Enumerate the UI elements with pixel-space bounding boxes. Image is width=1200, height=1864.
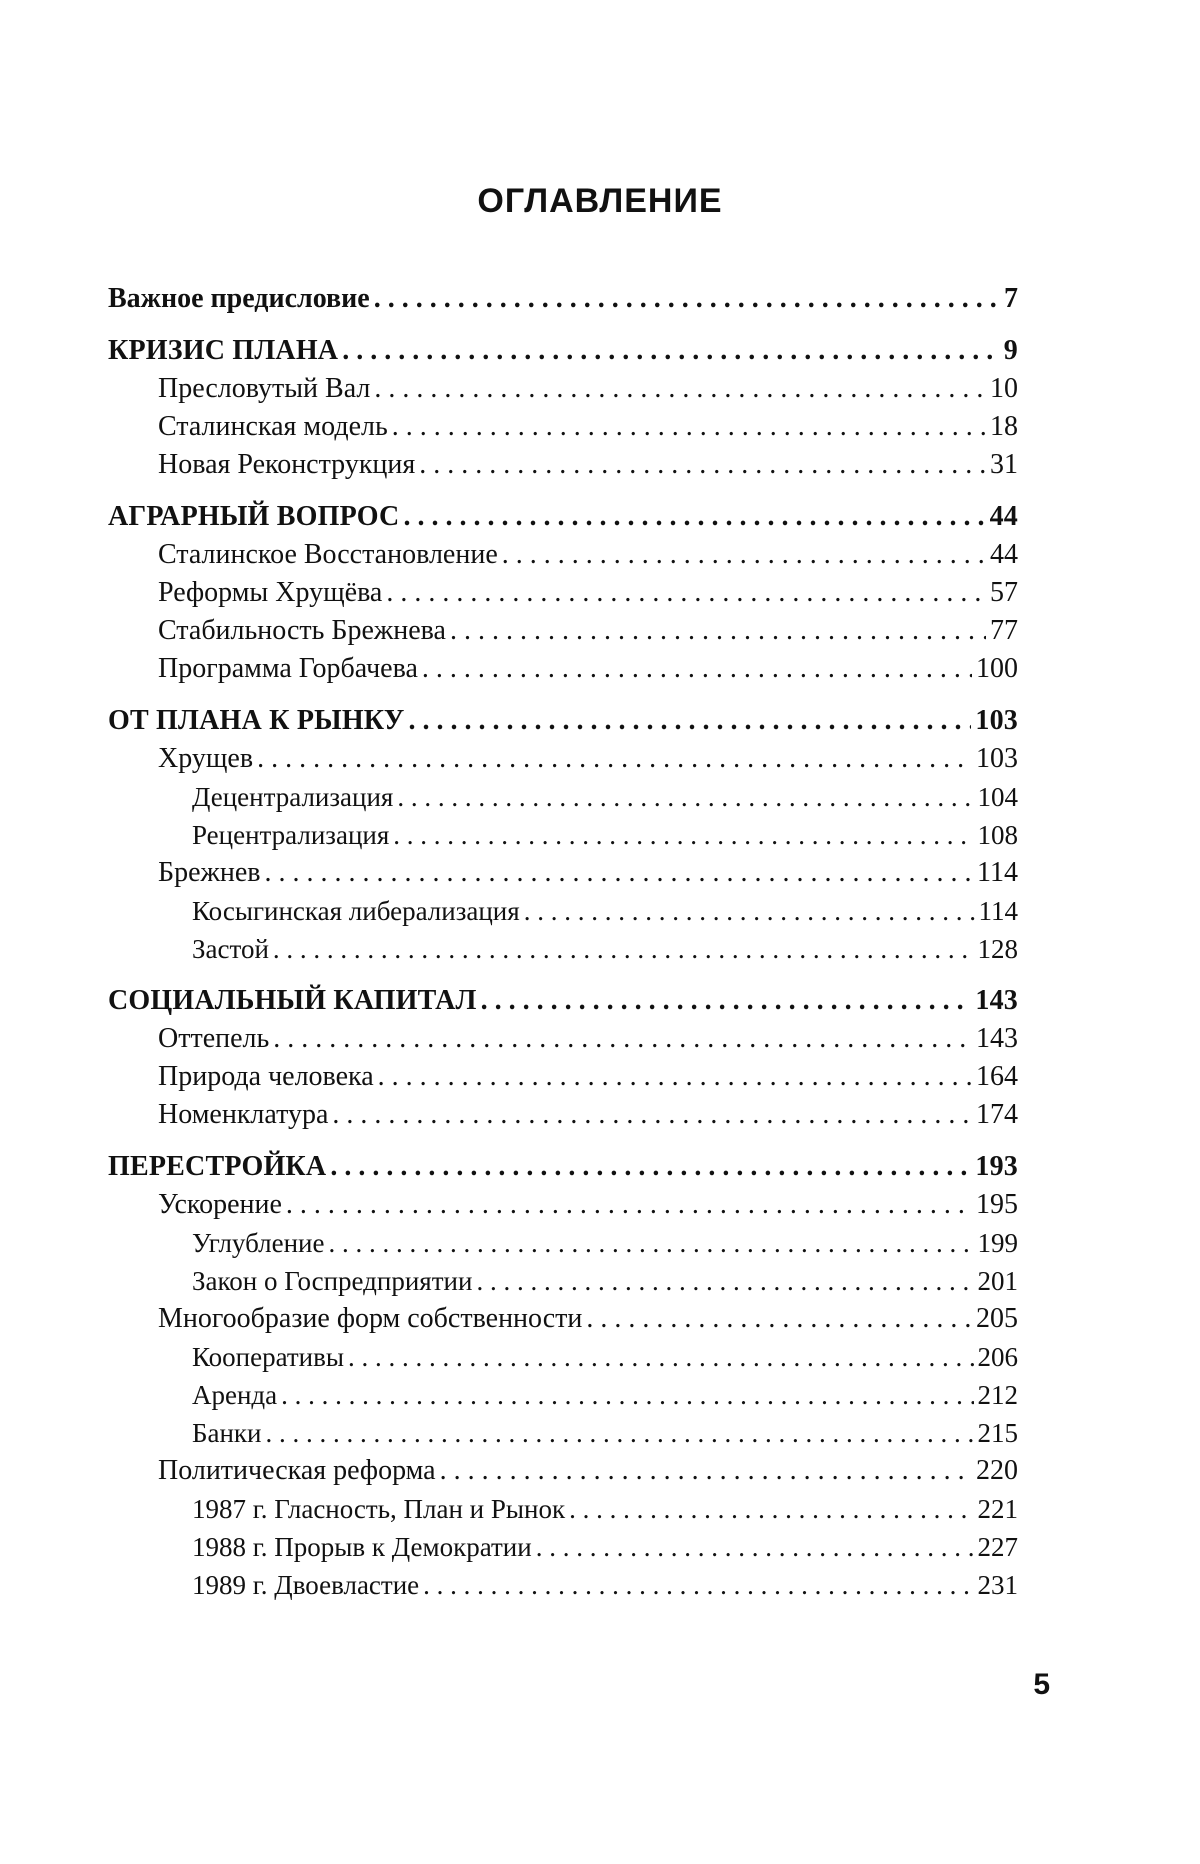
toc-chapter-entry[interactable]: [108, 574, 1018, 612]
section-gap: [108, 968, 1018, 982]
toc-leader-dots: [450, 612, 986, 650]
toc-entry-page: 128: [977, 934, 1018, 964]
toc-subchapter-entry[interactable]: [108, 1338, 1018, 1376]
toc-section-entry[interactable]: [108, 702, 1018, 740]
toc-leader-dots: [419, 446, 986, 484]
toc-section-entry[interactable]: [108, 1148, 1018, 1186]
toc-leader-dots: [502, 536, 986, 574]
toc-entry-page: 108: [977, 820, 1018, 850]
toc-entry-label: Децентрализация: [192, 782, 394, 812]
toc-leader-dots: [264, 854, 973, 892]
toc-leader-dots: [374, 280, 1000, 318]
toc-entry-label: 1989 г. Двоевластие: [192, 1570, 420, 1600]
toc-entry-page: 114: [977, 857, 1018, 888]
toc-entry-page: 195: [976, 1189, 1018, 1220]
toc-entry-label: 1988 г. Прорыв к Демократии: [192, 1532, 532, 1562]
toc-leader-dots: [422, 650, 972, 688]
toc-entry-label: Сталинская модель: [158, 411, 388, 442]
toc-leader-dots: [257, 740, 972, 778]
toc-entry-label: Пресловутый Вал: [158, 373, 371, 404]
toc-subchapter-entry[interactable]: [108, 816, 1018, 854]
toc-leader-dots: [378, 1058, 972, 1096]
toc-entry-page: 10: [990, 373, 1018, 404]
toc-subchapter-entry[interactable]: [108, 1224, 1018, 1262]
toc-leader-dots: [266, 1414, 974, 1452]
toc-entry-label: Косыгинская либерализация: [192, 896, 520, 926]
toc-entry-label: Новая Реконструкция: [158, 449, 416, 480]
toc-entry-page: 77: [990, 615, 1018, 646]
toc-entry-label: Сталинское Восстановление: [158, 539, 498, 570]
toc-entry-label: 1987 г. Гласность, План и Рынок: [192, 1494, 566, 1524]
page-number: 5: [1033, 1668, 1050, 1701]
toc-entry-label: Важное предисловие: [108, 283, 370, 314]
toc-entry-label: Оттепель: [158, 1023, 270, 1054]
toc-leader-dots: [286, 1186, 972, 1224]
toc-entry-page: 103: [976, 743, 1018, 774]
toc-leader-dots: [569, 1490, 973, 1528]
toc-leader-dots: [476, 1262, 973, 1300]
section-gap: [108, 688, 1018, 702]
toc-entry-label: Номенклатура: [158, 1099, 329, 1130]
section-gap: [108, 318, 1018, 332]
toc-leader-dots: [403, 498, 985, 536]
toc-title: ОГЛАВЛЕНИЕ: [477, 182, 723, 220]
toc-subchapter-entry[interactable]: [108, 1414, 1018, 1452]
toc-entry-label: Многообразие форм собственности: [158, 1303, 583, 1334]
toc-chapter-entry[interactable]: [108, 612, 1018, 650]
toc-entry-label: СОЦИАЛЬНЫЙ КАПИТАЛ: [108, 985, 477, 1016]
toc-entry-label: Политическая реформа: [158, 1455, 436, 1486]
toc-subchapter-entry[interactable]: [108, 1528, 1018, 1566]
toc-chapter-entry[interactable]: [108, 408, 1018, 446]
toc-entry-page: 231: [977, 1570, 1018, 1600]
toc-entry-page: 199: [977, 1228, 1018, 1258]
toc-subchapter-entry[interactable]: [108, 1490, 1018, 1528]
toc-entry-page: 193: [975, 1151, 1018, 1182]
toc-entry-page: 104: [977, 782, 1018, 812]
toc-leader-dots: [536, 1528, 974, 1566]
toc-entry-page: 164: [976, 1061, 1018, 1092]
toc-entry-page: 7: [1004, 283, 1018, 314]
toc-leader-dots: [524, 892, 975, 930]
toc-entry-page: 9: [1003, 335, 1018, 366]
toc-entry-label: Кооперативы: [192, 1342, 345, 1372]
toc-chapter-entry[interactable]: [108, 536, 1018, 574]
toc-entry-page: 221: [977, 1494, 1018, 1524]
toc-subchapter-entry[interactable]: [108, 1566, 1018, 1604]
section-gap: [108, 1134, 1018, 1148]
toc-entry-page: 31: [990, 449, 1018, 480]
toc-leader-dots: [328, 1224, 973, 1262]
toc-entry-label: Брежнев: [158, 857, 261, 888]
toc-leader-dots: [393, 816, 973, 854]
toc-entry-page: 220: [976, 1455, 1018, 1486]
toc-entry-label: Углубление: [192, 1228, 325, 1258]
toc-subchapter-entry[interactable]: [108, 778, 1018, 816]
toc-entry-label: Аренда: [192, 1380, 278, 1410]
toc-entry-label: Ускорение: [158, 1189, 282, 1220]
toc-section-entry[interactable]: [108, 332, 1018, 370]
toc-chapter-entry[interactable]: [108, 1186, 1018, 1224]
toc-entry-page: 143: [976, 1023, 1018, 1054]
toc-subchapter-entry[interactable]: [108, 1262, 1018, 1300]
toc-leader-dots: [397, 778, 973, 816]
toc-leader-dots: [273, 930, 974, 968]
toc-entry-label: Рецентрализация: [192, 820, 390, 850]
toc-entry-page: 201: [977, 1266, 1018, 1296]
toc-entry-page: 44: [990, 539, 1018, 570]
toc-entry-page: 206: [977, 1342, 1018, 1372]
toc-leader-dots: [586, 1300, 972, 1338]
toc-leader-dots: [481, 982, 972, 1020]
table-of-contents: [108, 280, 1018, 1604]
toc-leader-dots: [374, 370, 986, 408]
toc-entry-page: 143: [975, 985, 1018, 1016]
toc-entry-label: ПЕРЕСТРОЙКА: [108, 1151, 327, 1182]
toc-chapter-entry[interactable]: [108, 1020, 1018, 1058]
toc-entry-page: 18: [990, 411, 1018, 442]
toc-chapter-entry[interactable]: [108, 650, 1018, 688]
toc-leader-dots: [440, 1452, 972, 1490]
toc-subchapter-entry[interactable]: [108, 930, 1018, 968]
toc-entry-label: Застой: [192, 934, 269, 964]
toc-subchapter-entry[interactable]: [108, 892, 1018, 930]
toc-leader-dots: [273, 1020, 972, 1058]
toc-chapter-entry[interactable]: [108, 1058, 1018, 1096]
toc-entry-label: Программа Горбачева: [158, 653, 418, 684]
toc-entry-label: Реформы Хрущёва: [158, 577, 383, 608]
toc-leader-dots: [342, 332, 1000, 370]
toc-entry-label: Стабильность Брежнева: [158, 615, 446, 646]
toc-leader-dots: [392, 408, 986, 446]
toc-chapter-entry[interactable]: [108, 1452, 1018, 1490]
toc-chapter-entry[interactable]: [108, 854, 1018, 892]
toc-entry-label: КРИЗИС ПЛАНА: [108, 335, 339, 366]
toc-leader-dots: [423, 1566, 973, 1604]
toc-leader-dots: [409, 702, 972, 740]
toc-entry-label: Природа человека: [158, 1061, 374, 1092]
toc-entry-page: 215: [977, 1418, 1018, 1448]
toc-entry-page: 174: [976, 1099, 1018, 1130]
toc-entry-label: АГРАРНЫЙ ВОПРОС: [108, 501, 400, 532]
toc-chapter-entry[interactable]: [108, 740, 1018, 778]
toc-entry-page: 227: [977, 1532, 1018, 1562]
toc-section-entry[interactable]: [108, 280, 1018, 318]
toc-entry-label: Хрущев: [158, 743, 254, 774]
toc-entry-label: ОТ ПЛАНА К РЫНКУ: [108, 705, 405, 736]
toc-entry-page: 212: [977, 1380, 1018, 1410]
toc-entry-page: 100: [976, 653, 1018, 684]
toc-leader-dots: [386, 574, 986, 612]
section-gap: [108, 484, 1018, 498]
toc-leader-dots: [332, 1096, 972, 1134]
toc-leader-dots: [281, 1376, 973, 1414]
toc-section-entry[interactable]: [108, 982, 1018, 1020]
toc-leader-dots: [330, 1148, 971, 1186]
toc-section-entry[interactable]: [108, 498, 1018, 536]
toc-leader-dots: [348, 1338, 973, 1376]
toc-chapter-entry[interactable]: [108, 370, 1018, 408]
toc-entry-page: 114: [978, 896, 1018, 926]
toc-entry-page: 103: [975, 705, 1018, 736]
toc-chapter-entry[interactable]: [108, 446, 1018, 484]
toc-entry-page: 57: [990, 577, 1018, 608]
toc-entry-page: 44: [989, 501, 1018, 532]
toc-entry-label: Банки: [192, 1418, 262, 1448]
toc-entry-page: 205: [976, 1303, 1018, 1334]
toc-entry-label: Закон о Госпредприятии: [192, 1266, 473, 1296]
toc-subchapter-entry[interactable]: [108, 1376, 1018, 1414]
toc-chapter-entry[interactable]: [108, 1300, 1018, 1338]
toc-chapter-entry[interactable]: [108, 1096, 1018, 1134]
